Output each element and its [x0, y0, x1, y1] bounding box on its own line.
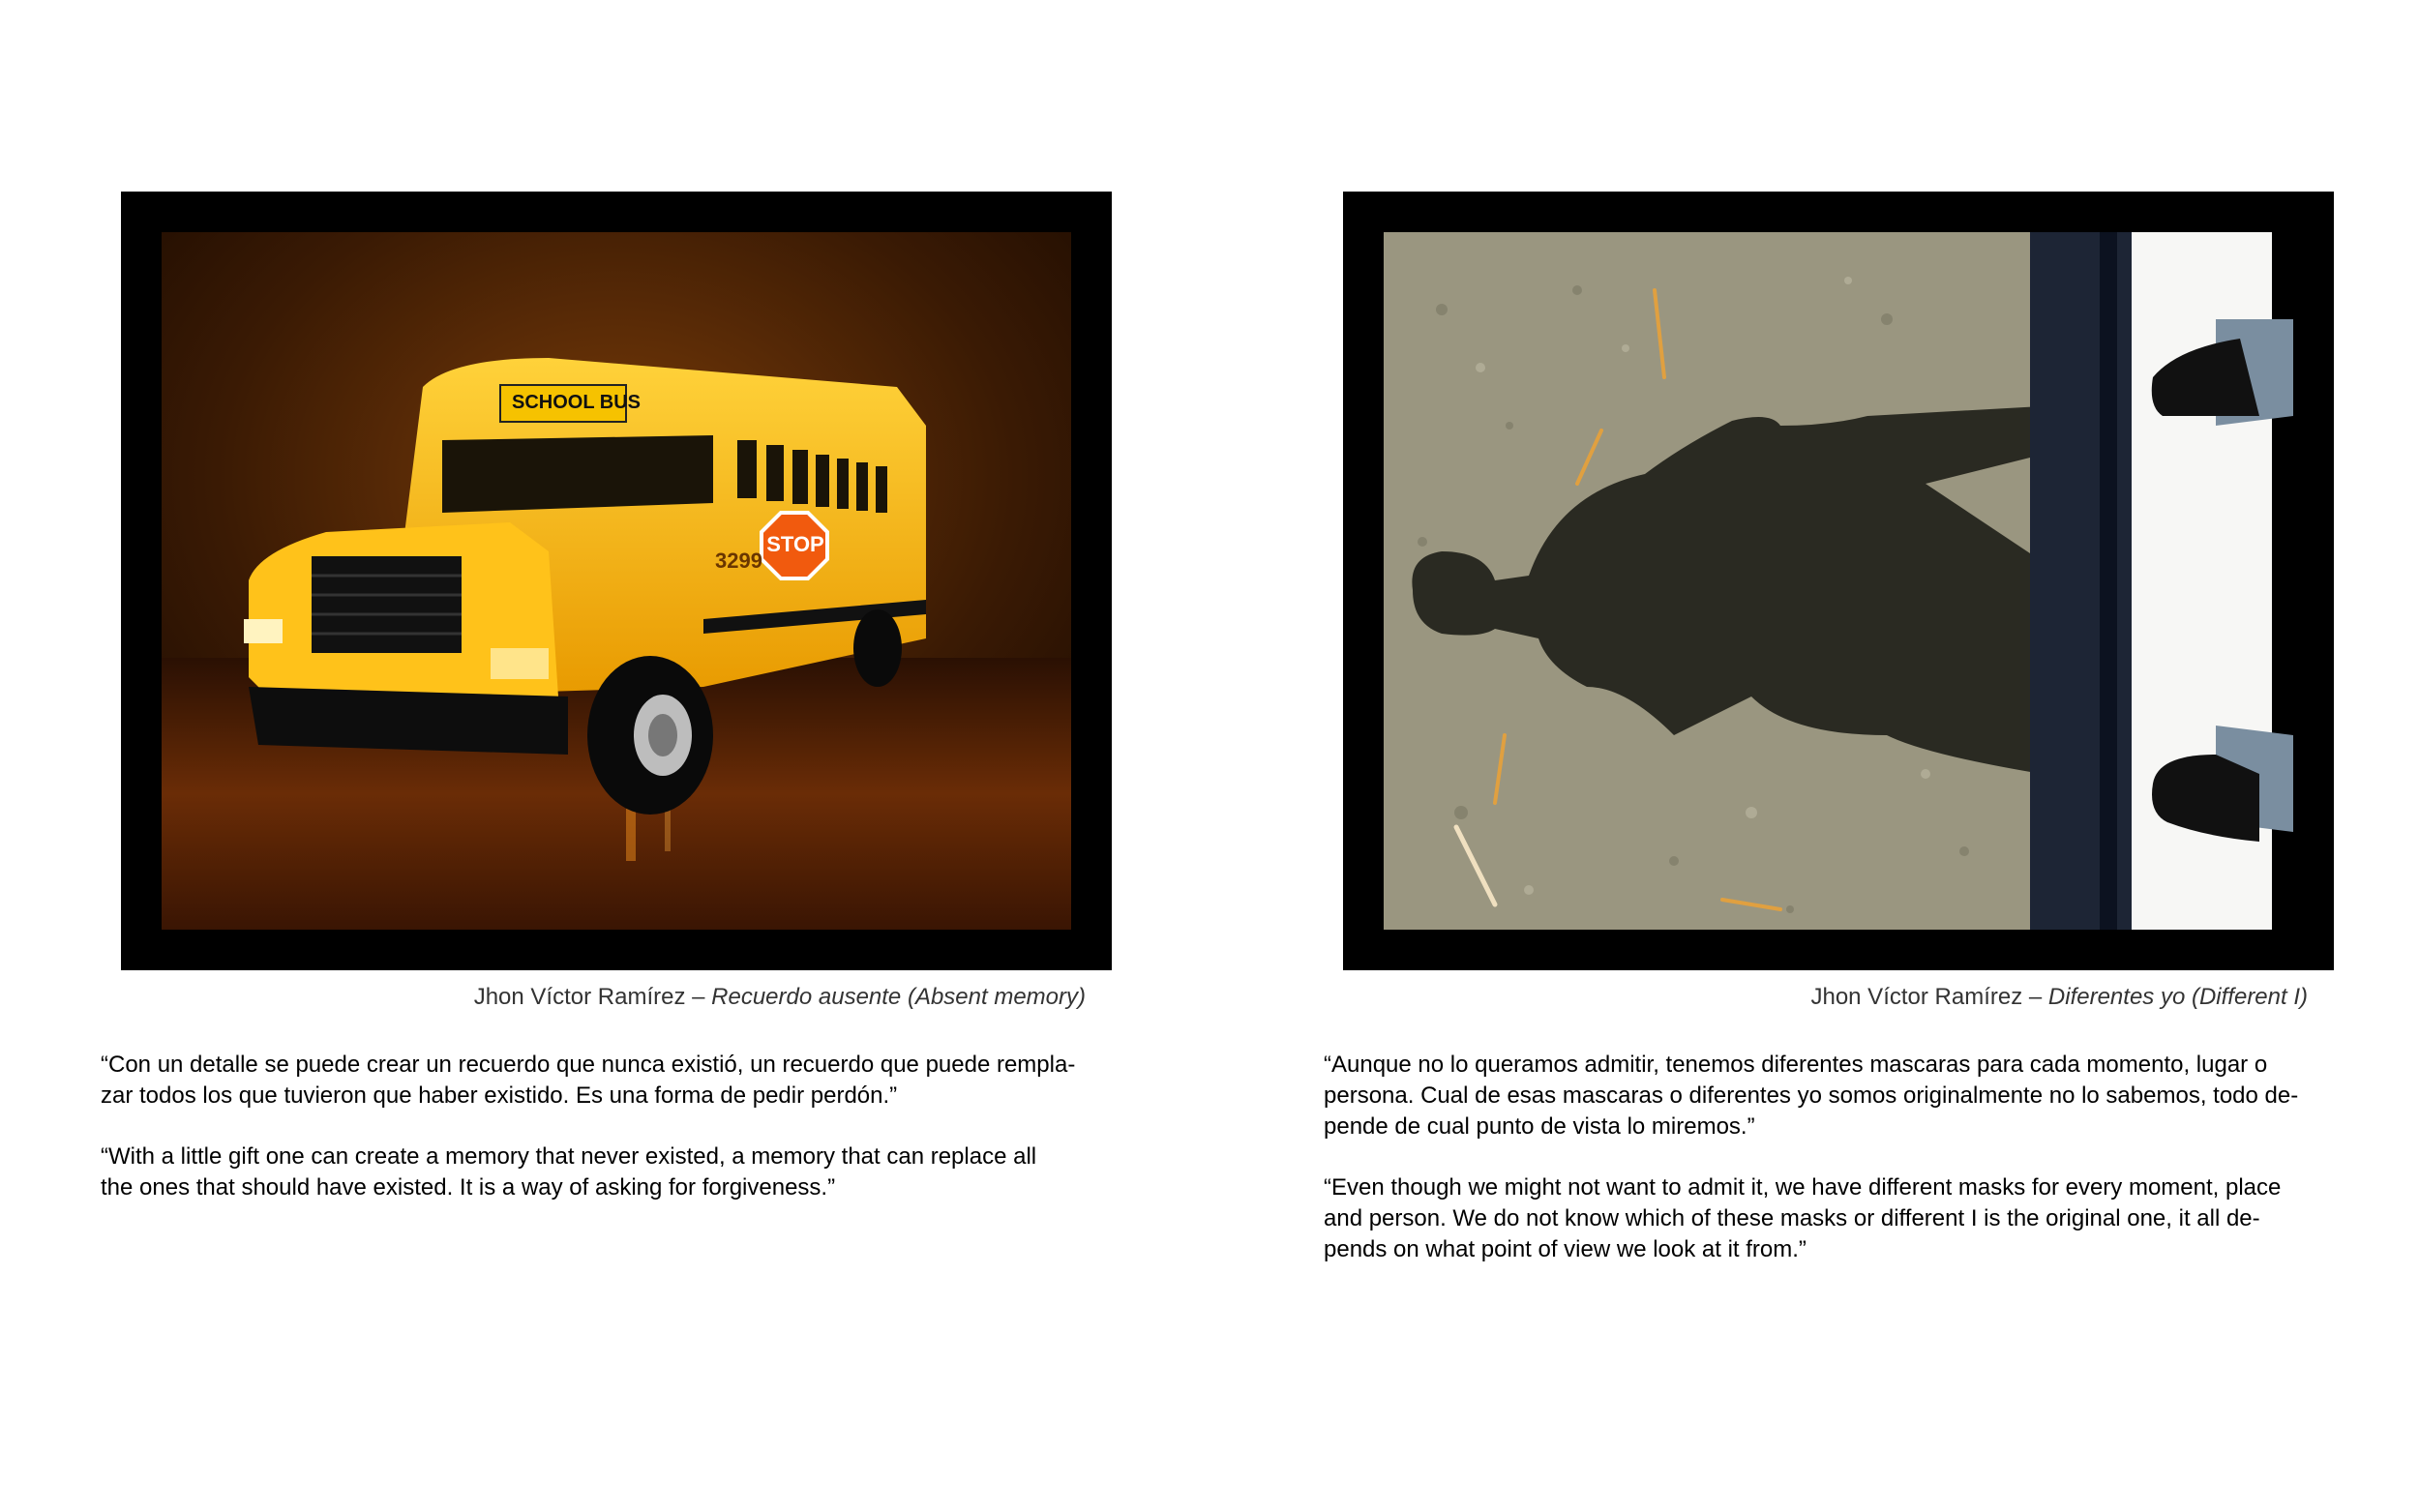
caption-right-author: Jhon Víctor Ramírez – — [1810, 984, 2048, 1010]
quote-right-en-line-3: pends on what point of view we look at it from.” — [1324, 1236, 1807, 1262]
quote-right-es-line-2: persona. Cual de esas mascaras o diferentes yo somos originalmente no lo sabemos, todo de- — [1324, 1082, 2299, 1109]
quote-block-right — [1324, 1050, 2349, 1295]
bus-sign-text: SCHOOL BUS — [512, 392, 641, 413]
quote-right-es-line-1: “Aunque no lo queramos admitir, tenemos diferentes mascaras para cada momento, lugar o — [1324, 1052, 2268, 1078]
quote-block-left — [101, 1050, 1126, 1233]
photo-frame-right — [1343, 192, 2334, 970]
photo-frame-left — [121, 192, 1112, 970]
quote-left-spanish — [101, 1050, 1126, 1112]
caption-right-title: Diferentes yo (Different I) — [2047, 984, 2308, 1010]
quote-left-en-line-1: “With a little gift one can create a memory that never existed, a memory that can replace all — [101, 1143, 1037, 1170]
bus-number-text: 3299 — [715, 548, 762, 573]
quote-left-es-line-1: “Con un detalle se puede crear un recuerdo que nunca existió, un recuerdo que puede rempla- — [101, 1052, 1076, 1078]
school-bus-photo — [162, 232, 1071, 930]
quote-left-en-line-2: the ones that should have existed. It is a way of asking for forgiveness.” — [101, 1174, 836, 1201]
quote-left-es-line-2: zar todos los que tuvieron que haber existido. Es una forma de pedir perdón.” — [101, 1082, 898, 1109]
quote-left-english — [101, 1141, 1126, 1203]
caption-left-author: Jhon Víctor Ramírez – — [473, 984, 712, 1010]
quote-right-es-line-3: pende de cual punto de vista lo miremos.” — [1324, 1113, 1755, 1140]
quote-right-spanish — [1324, 1050, 2349, 1142]
quote-right-en-line-1: “Even though we might not want to admit it, we have different masks for every moment, place — [1324, 1174, 2282, 1201]
stop-sign-text: STOP — [766, 532, 824, 556]
caption-left — [474, 984, 1086, 1011]
shadow-photo — [1384, 232, 2293, 930]
caption-right — [1810, 984, 2308, 1011]
caption-left-title: Recuerdo ausente (Absent memory) — [711, 984, 1086, 1010]
quote-right-en-line-2: and person. We do not know which of these masks or different I is the original one, it all de- — [1324, 1205, 2260, 1231]
quote-right-english — [1324, 1172, 2349, 1265]
